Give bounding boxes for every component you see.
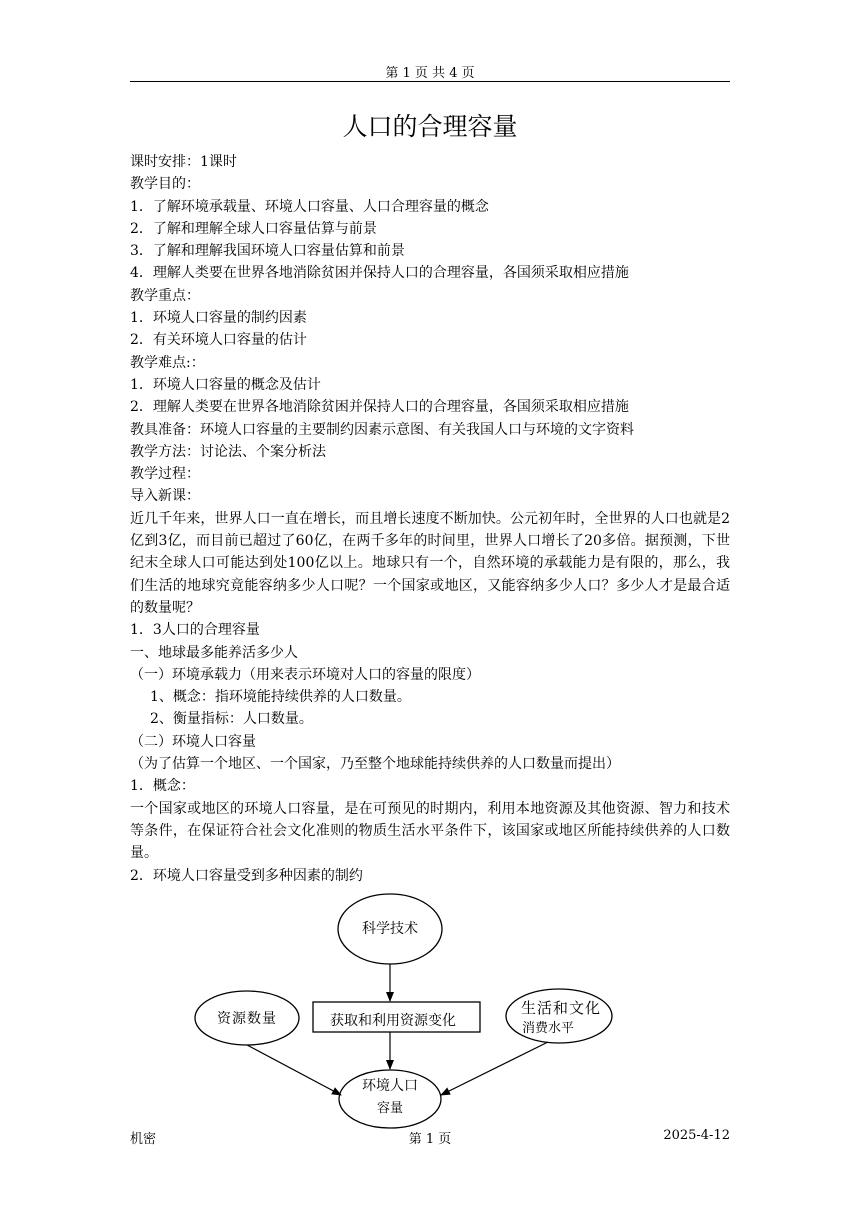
tech-node-label: 科学技术 (362, 921, 418, 937)
objective-item: 4．理解人类要在世界各地消除贫困并保持人口的合理容量，各国须采取相应措施 (130, 265, 629, 282)
objective-item: 3．了解和理解我国环境人口容量估算和前景 (130, 243, 405, 260)
footer-confidential: 机密 (130, 1132, 157, 1147)
difficulties-heading: 教学难点:： (130, 354, 205, 371)
page-header: 第 1 页 共 4 页 (385, 66, 475, 81)
document-title: 人口的合理容量 (342, 112, 518, 141)
footer-date: 2025-4-12 (663, 1128, 730, 1143)
key-points-heading: 教学重点： (130, 287, 200, 304)
difficulty-item: 1．环境人口容量的概念及估计 (130, 376, 321, 393)
objective-item: 2．了解和理解全球人口容量估算与前景 (130, 220, 377, 237)
concept-label: 1．概念： (130, 778, 195, 795)
objective-item: 1．了解环境承载量、环境人口容量、人口合理容量的概念 (130, 198, 489, 215)
living-node-label-line2: 消费水平 (521, 1021, 574, 1036)
footer-page-number: 第 1 页 (408, 1132, 452, 1147)
subsection-heading: （二）环境人口容量 (130, 733, 256, 750)
document-body (130, 151, 730, 887)
objectives-heading: 教学目的： (130, 176, 200, 193)
process-heading: 教学过程： (130, 466, 200, 483)
intro-paragraph: 近几千年来，世界人口一直在增长，而且增长速度不断加快。公元初年时，全世界的人口也就是2亿到3亿，而目前已超过了60亿，在两千多年的时间里，世界人口增长了20多倍。据预测，下世纪末全球人口可能达到处100亿以上。地球只有一个，自然环境的承载能力是有限的，那么，我们生活的地球究竟能容纳多少人口呢？一个国家或地区，又能容纳多少人口？多少人才是最合适的数量呢？ (130, 510, 730, 616)
capacity-node-label-line1: 环境人口 (362, 1078, 418, 1094)
key-point-item: 2．有关环境人口容量的估计 (130, 332, 307, 349)
living-node-label-line1: 生活和文化 (520, 999, 601, 1017)
arrow-resources-to-capacity (247, 1045, 341, 1095)
difficulty-item: 2．理解人类要在世界各地消除贫困并保持人口的合理容量，各国须采取相应措施 (130, 399, 629, 416)
capacity-node-label-line2: 容量 (376, 1101, 403, 1116)
header-rule (130, 81, 730, 82)
intro-heading: 导入新课： (130, 488, 200, 505)
process-node-label: 获取和利用资源变化 (330, 1013, 456, 1029)
subsection-heading: （一）环境承载力（用来表示环境对人口的容量的限度） (130, 666, 480, 683)
resources-node-label: 资源数量 (217, 1011, 277, 1027)
concept-paragraph: 一个国家或地区的环境人口容量，是在可预见的时期内，利用本地资源及其他资源、智力和技术等条件，在保证符合社会文化准则的物质生活水平条件下，该国家或地区所能持续供养的人口数量。 (130, 800, 730, 862)
subsection-item: 2、衡量指标：人口数量。 (150, 711, 313, 728)
subsection-note: （为了估算一个地区、一个国家，乃至整个地球能持续供养的人口数量而提出） (130, 756, 620, 773)
arrow-living-to-capacity (441, 1042, 548, 1095)
materials-line: 教具准备：环境人口容量的主要制约因素示意图、有关我国人口与环境的文字资料 (130, 421, 634, 438)
factors-heading: 2．环境人口容量受到多种因素的制约 (130, 867, 363, 884)
methods-line: 教学方法：讨论法、个案分析法 (130, 443, 326, 460)
subsection-item: 1、概念：指环境能持续供养的人口数量。 (150, 689, 411, 706)
section-heading: 1．3人口的合理容量 (130, 622, 260, 639)
schedule-line: 课时安排：1课时 (130, 154, 237, 170)
part-heading: 一、地球最多能养活多少人 (130, 644, 298, 661)
key-point-item: 1．环境人口容量的制约因素 (130, 310, 307, 327)
